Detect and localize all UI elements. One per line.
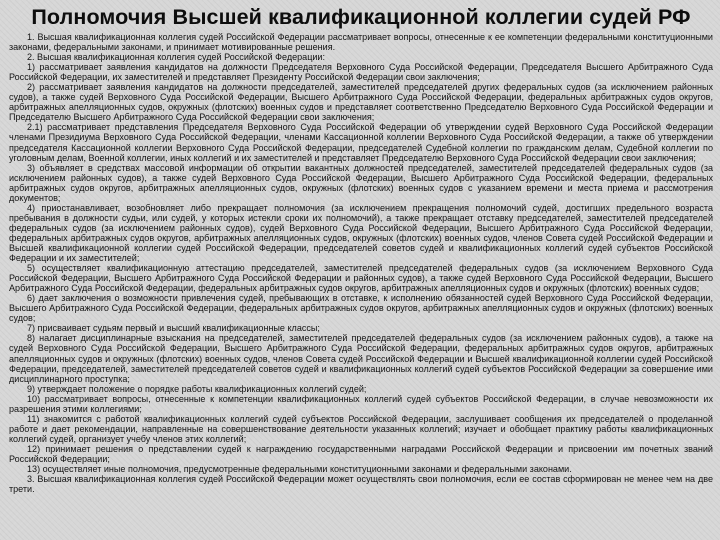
paragraph: 6) дает заключения о возможности привлечения судей, пребывающих в отставке, к исполнению обязанностей судей Верховного Суда Российской Федерации, Высшего Арбитражного Суда Российской Федерации, федеральных арбитражных судов округов, арбитражных апелляционных судов и окружных (флотских) военных судов; (9, 293, 713, 324)
paragraph: 7) присваивает судьям первый и высший квалификационные классы; (27, 323, 320, 334)
paragraph: 4) приостанавливает, возобновляет либо прекращает полномочия (за исключением прекращения полномочий судей, достигших предельного возраста пребывания в должности судьи, или судей, у которых истекли сроки их полномочий), а также прекращает отставку председателей, заместителей председателей федеральных судов (за исключением районных судов), судей Верховного Суда Российской Федерации, Высшего Арбитражного Суда Российской Федерации, федеральных арбитражных судов округов, арбитражных апелляционных судов, окружных (флотских) военных судов, членов Совета судей Российской Федерации и Высшей квалификационной коллегии судей Российской Федерации, председателей советов судей и квалификационных коллегий судей субъектов Российской Федерации и их заместителей; (9, 202, 713, 264)
paragraph: 1) рассматривает заявления кандидатов на должности Председателя Верховного Суда Российской Федерации, Председателя Высшего Арбитражного Суда Российской Федерации, их заместителей и представляет Президенту Российской Федерации свои заключения; (9, 62, 713, 83)
paragraph: 3. Высшая квалификационная коллегия судей Российской Федерации может осуществлять свои полномочия, если ее состав сформирован не менее чем на две трети. (9, 474, 713, 495)
document-body (9, 32, 713, 494)
paragraph: 2) рассматривает заявления кандидатов на должности председателей, заместителей председателей других федеральных судов (за исключением районных судов), а также судей Верховного Суда Российской Федерации, Высшего Арбитражного Суда Российской Федерации, федеральных арбитражных судов округов, арбитражных апелляционных судов, окружных (флотских) военных судов и представляет соответственно Председателю Верховного Суда Российской Федерации и Председателю Высшего Арбитражного Суда Российской Федерации свои заключения; (9, 82, 713, 123)
paragraph: 8) налагает дисциплинарные взыскания на председателей, заместителей председателей федеральных судов (за исключением районных судов), а также на судей Верховного Суда Российской Федерации, Высшего Арбитражного Суда Российской Федерации, федеральных арбитражных судов округов, арбитражных апелляционных судов и окружных (флотских) военных судов, членов Совета судей Российской Федерации и Высшей квалификационной коллегии судей Российской Федерации, председателей, заместителей председателей советов судей и квалификационных коллегий судей субъектов Российской Федерации за совершение ими дисциплинарного проступка; (9, 333, 713, 384)
paragraph: 2. Высшая квалификационная коллегия судей Российской Федерации: (27, 52, 325, 63)
paragraph: 12) принимает решения о представлении судей к награждению государственными наградами Российской Федерации и присвоении им почетных званий Российской Федерации; (9, 443, 713, 464)
paragraph: 9) утверждает положение о порядке работы квалификационных коллегий судей; (27, 383, 367, 394)
paragraph: 2.1) рассматривает представления Председателя Верховного Суда Российской Федерации об утверждении судей Верховного Суда Российской Федерации членами Президиума Верховного Суда Российской Федерации, членами Кассационной коллегии Верховного Суда Российской Федерации, а также об утверждении председателя Кассационной коллегии Верховного Суда Российской Федерации, председателей Судебной коллегии по гражданским делам, Судебной коллегии по уголовным делам, Военной коллегии, иных коллегий и их заместителей и представляет Председателю Верховного Суда Российской Федерации свои заключения; (9, 122, 713, 163)
paragraph: 1. Высшая квалификационная коллегия судей Российской Федерации рассматривает вопросы, отнесенные к ее компетенции федеральными конституционными законами, федеральными законами, и принимает мотивированные решения. (9, 32, 713, 53)
page-title: Полномочия Высшей квалификационной коллегии судей РФ (31, 5, 691, 29)
paragraph: 13) осуществляет иные полномочия, предусмотренные федеральными конституционными законами и федеральными законами. (27, 464, 572, 475)
paragraph: 3) объявляет в средствах массовой информации об открытии вакантных должностей председателей, заместителей председателей федеральных судов (за исключением районных судов), а также судей Верховного Суда Российской Федерации, Высшего Арбитражного Суда Российской Федерации, федеральных арбитражных судов округов, арбитражных апелляционных судов, окружных (флотских) военных судов с указанием времени и места приема и рассмотрения документов; (9, 162, 713, 203)
paragraph: 5) осуществляет квалификационную аттестацию председателей, заместителей председателей федеральных судов (за исключением Верховного Суда Российской Федерации, Высшего Арбитражного Суда Российской Федерации и районных судов), а также судей Верховного Суда Российской Федерации, Высшего Арбитражного Суда Российской Федерации, федеральных арбитражных судов округов, арбитражных апелляционных судов и окружных (флотских) военных судов; (9, 263, 713, 294)
paragraph: 10) рассматривает вопросы, отнесенные к компетенции квалификационных коллегий судей субъектов Российской Федерации, в случае невозможности их разрешения этими коллегиями; (9, 393, 713, 414)
paragraph: 11) знакомится с работой квалификационных коллегий судей субъектов Российской Федерации, заслушивает сообщения их председателей о проделанной работе и дает рекомендации, направленные на совершенствование деятельности указанных коллегий; изучает и обобщает практику работы квалификационных коллегий судей, организует учебу членов этих коллегий; (9, 413, 713, 444)
